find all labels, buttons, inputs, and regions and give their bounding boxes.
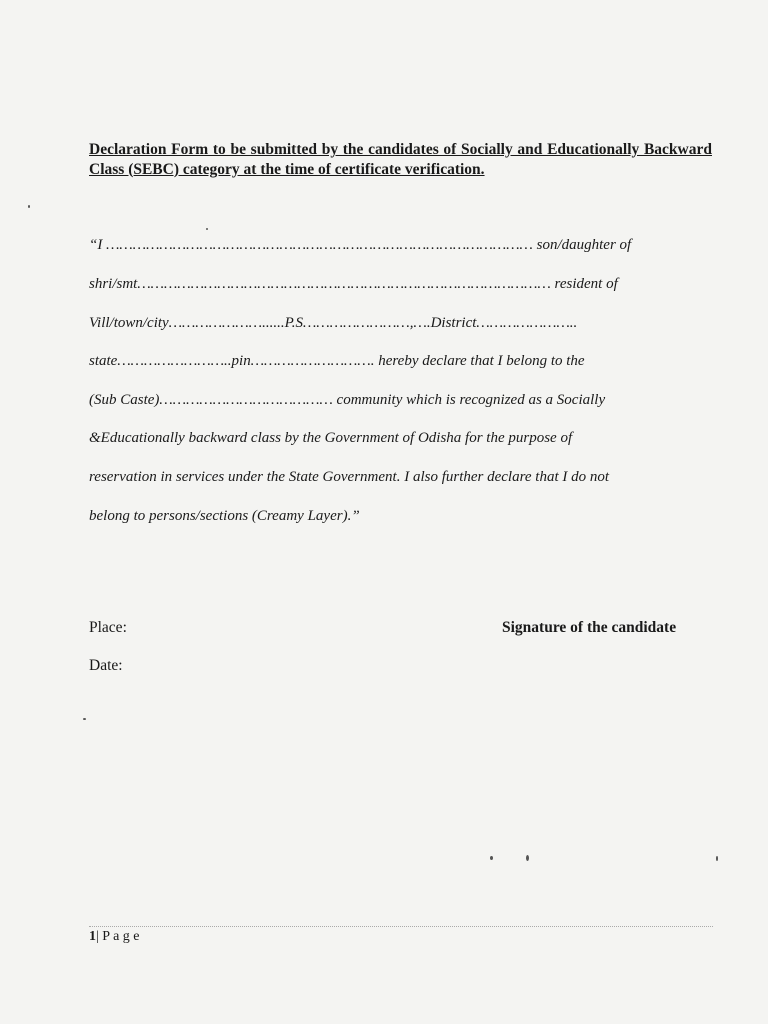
declaration-line-5: (Sub Caste)………………………………… community which is recognized as a Socially xyxy=(89,392,606,408)
scan-speck xyxy=(716,856,718,861)
place-label: Place: xyxy=(89,619,127,636)
date-label: Date: xyxy=(89,657,123,674)
scan-speck xyxy=(206,228,208,230)
page-footer xyxy=(89,929,140,945)
form-title: Declaration Form to be submitted by the candidates of Socially and Educationally Backward Class (SEBC) category at the time of certificate verification. xyxy=(89,141,712,178)
declaration-line-7: reservation in services under the State Government. I also further declare that I do not xyxy=(89,469,610,485)
scan-speck xyxy=(28,205,30,208)
declaration-line-8: belong to persons/sections (Creamy Layer).” xyxy=(89,508,360,524)
page-label: | P a g e xyxy=(96,929,140,944)
scan-speck xyxy=(490,856,493,860)
page-number: 1 xyxy=(89,929,96,944)
scan-speck xyxy=(83,718,86,720)
declaration-line-1: “I …………………………………………………………………………………… son/daughter of xyxy=(89,237,632,253)
signature-label: Signature of the candidate xyxy=(502,619,677,636)
footer-divider xyxy=(89,926,713,927)
declaration-line-4: state……………………..pin………………………. hereby declare that I belong to the xyxy=(89,353,585,369)
declaration-line-6: &Educationally backward class by the Government of Odisha for the purpose of xyxy=(89,430,573,446)
scan-speck xyxy=(526,855,529,861)
declaration-line-3: Vill/town/city…………………......P.S……………………,….District………………….. xyxy=(89,315,578,331)
declaration-line-2: shri/smt………………………………………………………………………………… resident of xyxy=(89,276,618,292)
